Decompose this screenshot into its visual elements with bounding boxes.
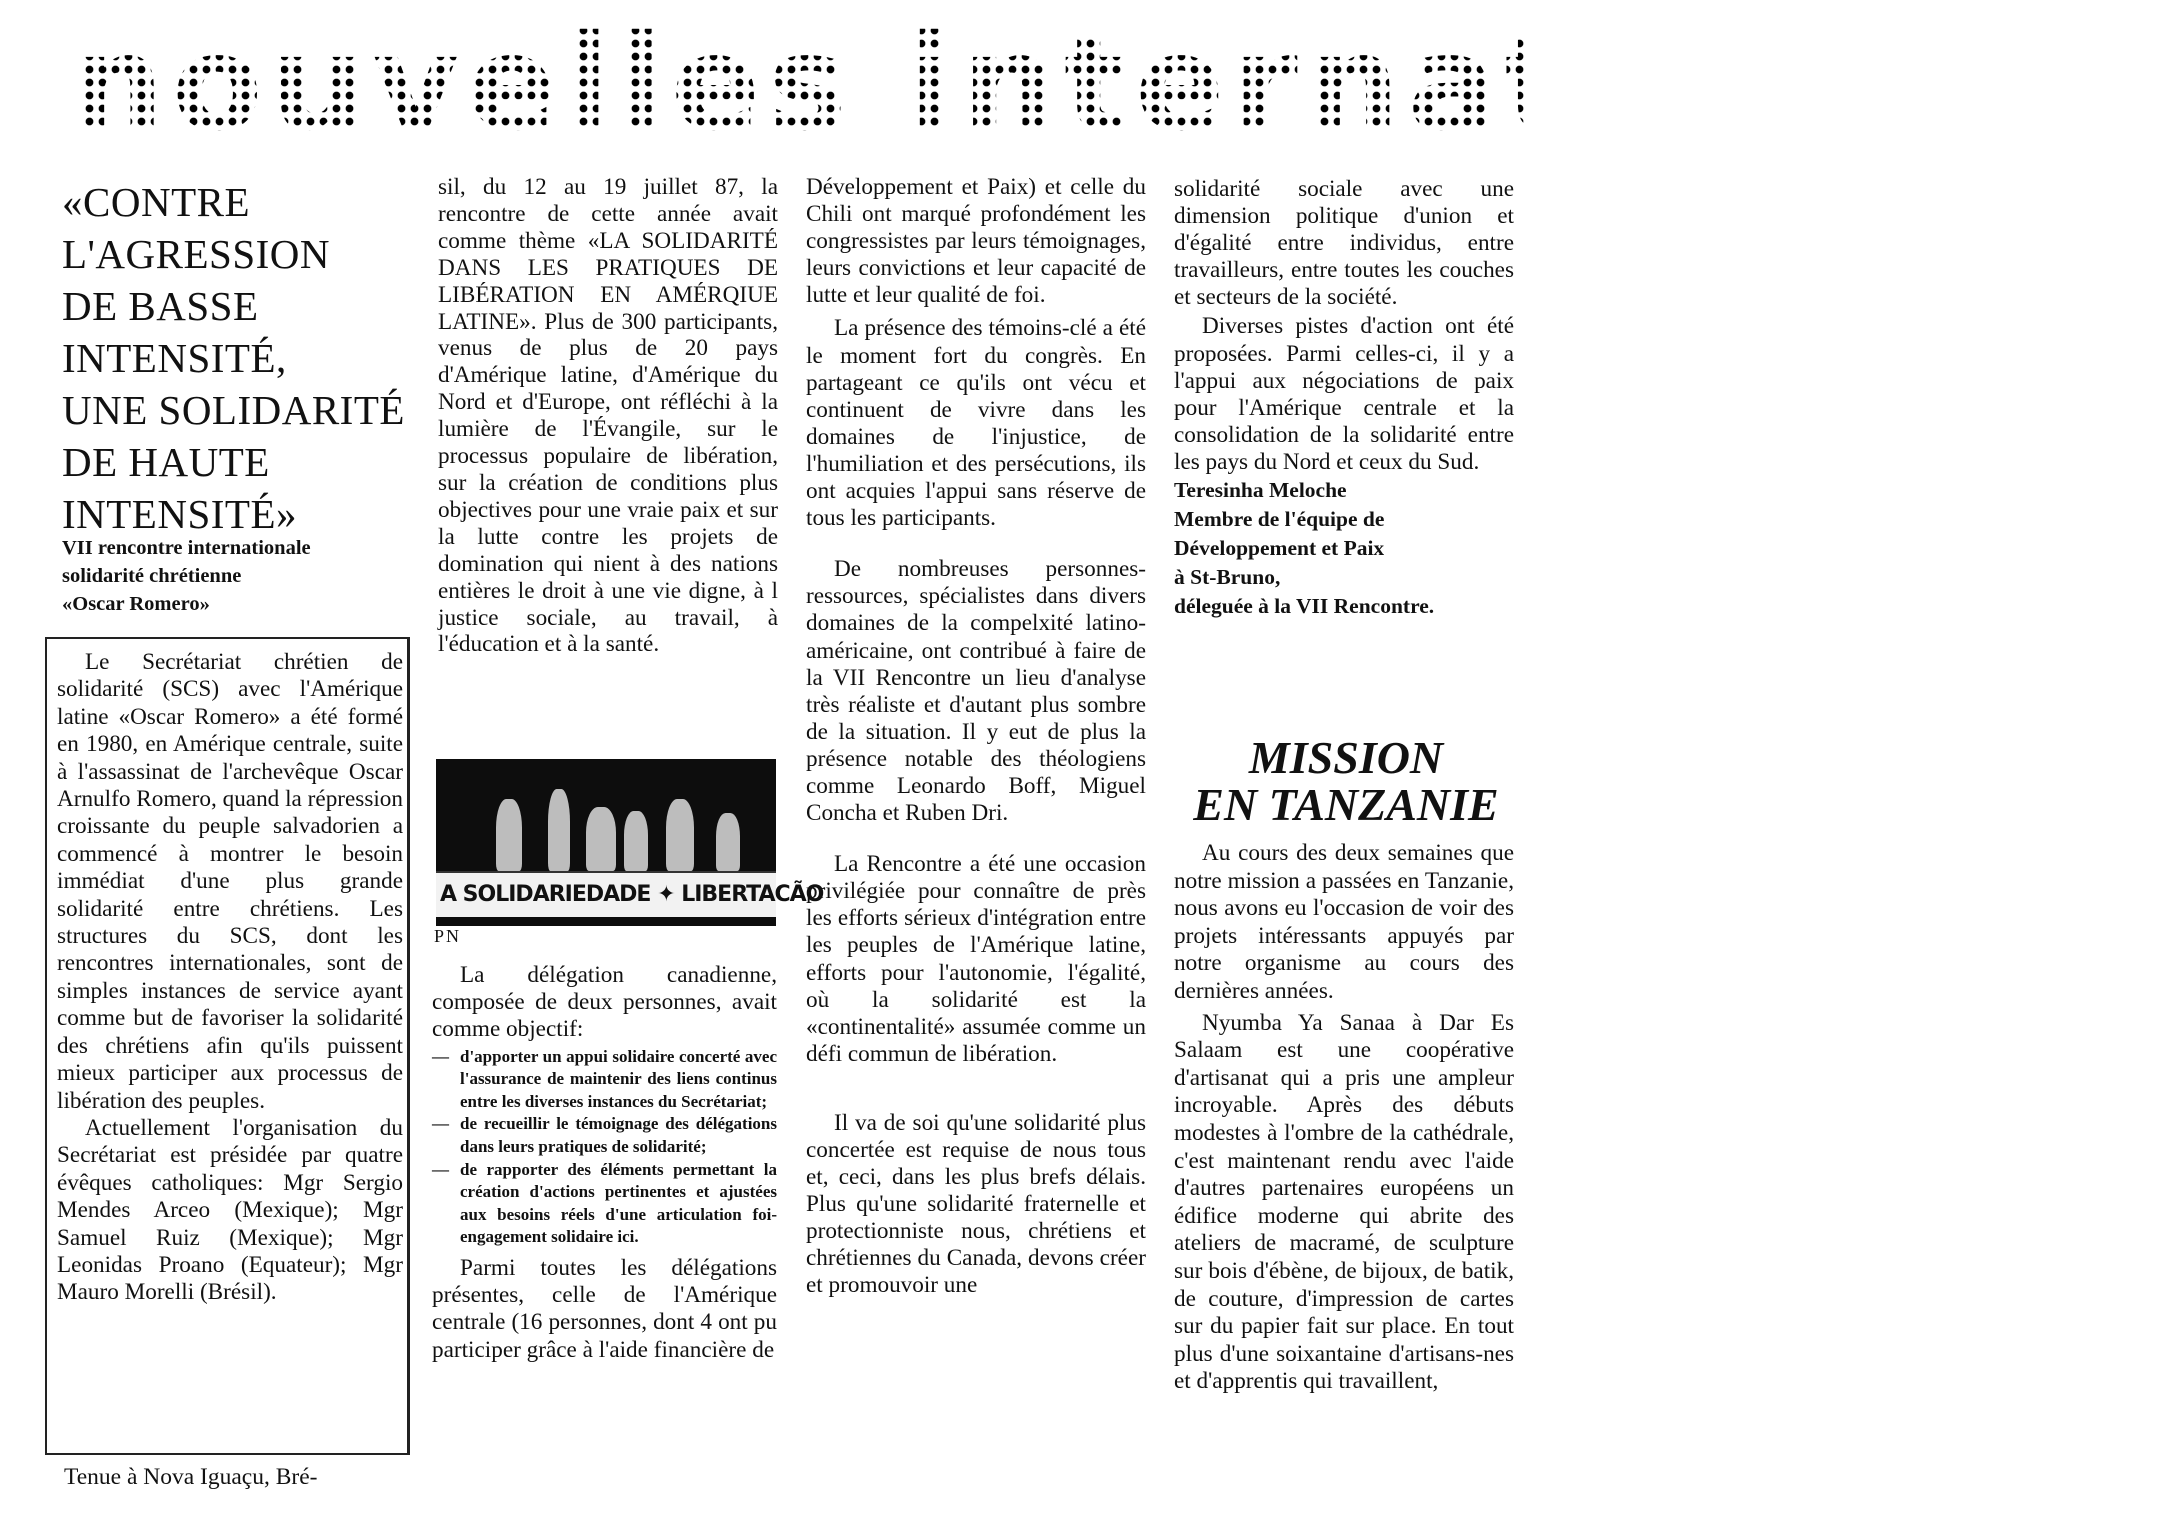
body-paragraph: La Rencontre a été une occasion privilégiée pour connaître de près les efforts sérieux d'intégration entre les peuples de l'Amérique latine, efforts pour l'autonomie, l'égalité, où la solidarité est la «continentalité» assumée comme un défi commun de libération. bbox=[806, 851, 1146, 1067]
column-1-tail bbox=[64, 1464, 404, 1491]
photo-figure bbox=[586, 807, 616, 871]
author-signature bbox=[1174, 476, 1514, 621]
photo-figure bbox=[624, 811, 648, 871]
headline-line: L'AGRESSION bbox=[62, 231, 331, 277]
mission-headline-line: MISSION bbox=[1248, 732, 1444, 783]
list-item-text: de recueillir le témoignage des délégations dans leurs pratiques de solidarité; bbox=[460, 1114, 777, 1156]
body-paragraph: Parmi toutes les délégations présentes, celle de l'Amérique centrale (16 personnes, dont 4 ont pu participer grâce à l'aide financière de bbox=[432, 1254, 777, 1363]
photo-banner: A SOLIDARIEDADE ✦ LIBERTACÃO bbox=[436, 871, 776, 917]
photo-figure bbox=[716, 813, 740, 871]
masthead-title: nouvelles internationales bbox=[70, 7, 2164, 161]
event-photo bbox=[436, 759, 824, 926]
body-paragraph: sil, du 12 au 19 juillet 87, la rencontre de cette année avait comme thème «LA SOLIDARITÉ DANS LES PRATIQUES DE LIBÉRATION EN AMÉRQIUE LATINE». Plus de 300 participants, venus de plus de 20 pays d'Amérique latine, d'Amérique du Nord et d'Europe, ont réfléchi à la lumière de l'Évangile, sur le processus populaire de libération, sur la création de conditions plus objectives pour une vraie paix et sur la lutte contre les projets de domination qui nient à des nations entières le droit à une vie digne, à l justice sociale, au travail, à l'éducation et à la santé. bbox=[438, 174, 778, 658]
body-paragraph: Nyumba Ya Sanaa à Dar Es Salaam est une coopérative d'artisanat qui a pris une ampleur incroyable. Après des débuts modestes à l'ombre de la cathédrale, c'est maintenant rendu avec l'aide d'autres partenaires européens un édifice moderne qui abrite des ateliers de macramé, de sculpture sur bois d'ébène, de bijoux, de batik, de couture, d'impression de cartes sur du papier fait sur place. En tout plus d'une soixantaine d'artisans-nes et d'apprentis qui travaillent, bbox=[1174, 1009, 1514, 1395]
headline-line: DE HAUTE bbox=[62, 439, 270, 485]
photo-caption: PN bbox=[434, 926, 462, 946]
body-paragraph: Développement et Paix) et celle du Chili ont marqué profondément les congressistes par leurs témoignages, leurs convictions et leur capacité de lutte et leur qualité de foi. bbox=[806, 174, 1146, 309]
list-item-text: de rapporter des éléments permettant la création d'actions pertinentes et ajustées aux besoins réels d'une articulation foi-engagement solidaire ici. bbox=[460, 1159, 777, 1247]
headline-line: DE BASSE bbox=[62, 283, 259, 329]
headline-line: INTENSITÉ» bbox=[62, 491, 298, 537]
body-paragraph: La présence des témoins-clé a été le moment fort du congrès. En partageant ce qu'ils ont vécu et continuent de vivre dans les domaines de l'injustice, de l'humiliation et des persécutions, ils ont acquies l'appui sans réserve de tous les participants. bbox=[806, 315, 1146, 532]
signature-line: Développement et Paix bbox=[1174, 536, 1385, 561]
list-dash: — bbox=[432, 1159, 449, 1179]
delegation-intro: La délégation canadienne, composée de deux personnes, avait comme objectif: bbox=[432, 962, 777, 1043]
sidebar-box bbox=[45, 637, 410, 1455]
column-4-top bbox=[1174, 176, 1514, 621]
list-item bbox=[432, 1046, 777, 1114]
list-dash: — bbox=[432, 1114, 449, 1134]
headline-line: «CONTRE bbox=[62, 179, 250, 225]
list-dash: — bbox=[432, 1046, 449, 1066]
body-paragraph: Tenue à Nova Iguaçu, Bré- bbox=[64, 1464, 318, 1490]
column-4-bottom bbox=[1174, 840, 1514, 1396]
subhead-line: «Oscar Romero» bbox=[62, 593, 210, 615]
mission-headline-line: EN TANZANIE bbox=[1193, 779, 1499, 830]
signature-line: Membre de l'équipe de bbox=[1174, 507, 1385, 532]
headline-line: UNE SOLIDARITÉ bbox=[62, 387, 405, 433]
column-2-bottom bbox=[432, 962, 777, 1364]
list-item bbox=[432, 1159, 777, 1249]
photo-figure bbox=[666, 799, 694, 871]
photo-figure bbox=[548, 789, 570, 871]
mission-headline bbox=[1170, 734, 1522, 828]
body-paragraph: Il va de soi qu'une solidarité plus concertée est requise de nous tous et, ceci, dans les plus brefs délais. Plus qu'une solidarité fraternelle et protectionniste nous, chrétiens et chrétiennes du Canada, devons créer et promouvoir une bbox=[806, 1109, 1146, 1299]
signature-line: Teresinha Meloche bbox=[1174, 478, 1347, 503]
photo-figure bbox=[496, 799, 522, 871]
subhead-line: VII rencontre internationale bbox=[62, 537, 311, 559]
article-headline bbox=[62, 176, 412, 540]
headline-line: INTENSITÉ, bbox=[62, 335, 287, 381]
column-2-top bbox=[438, 174, 778, 658]
list-item-text: d'apporter un appui solidaire concerté avec l'assurance de maintenir des liens continus entre les diverses instances du Secrétariat; bbox=[460, 1046, 777, 1111]
box-paragraph: Le Secrétariat chrétien de solidarité (SCS) avec l'Amérique latine «Oscar Romero» a été formé en 1980, en Amérique centrale, suite à l'assassinat de l'archevêque Oscar Arnulfo Romero, quand la répression croissante du peuple salvadorien a commencé à montrer le besoin immédiat d'une plus grande solidarité entre chrétiens. Les structures du SCS, dont les rencontres internationales, sont de simples instances de service ayant comme but de favoriser la solidarité des chrétiens afin qu'ils puissent mieux participer aux processus de libération des peuples. bbox=[57, 649, 403, 1114]
body-paragraph: Diverses pistes d'action ont été proposées. Parmi celles-ci, il y a l'appui aux négociations de paix pour l'Amérique centrale et la consolidation de la solidarité entre les pays du Nord et ceux du Sud. bbox=[1174, 313, 1514, 475]
box-paragraph: Actuellement l'organisation du Secrétariat est présidée par quatre évêques catholiques: Mgr Sergio Mendes Arceo (Mexique); Mgr Samuel Ruiz (Mexique); Mgr Leonidas Proano (Equateur); Mgr Mauro Morelli (Brésil). bbox=[57, 1114, 403, 1306]
body-paragraph: De nombreuses personnes-ressources, spécialistes dans divers domaines de la compelxité latino-américaine, ont contribué à faire de la VII Rencontre un lieu d'analyse très réaliste et d'autant plus sombre de la situation. Il y eut de plus la présence notable des théologiens comme Leonardo Boff, Miguel Concha et Ruben Dri. bbox=[806, 556, 1146, 827]
column-3 bbox=[806, 174, 1146, 1300]
objectives-list bbox=[432, 1046, 777, 1249]
signature-line: à St-Bruno, bbox=[1174, 565, 1281, 590]
list-item bbox=[432, 1113, 777, 1158]
subhead-line: solidarité chrétienne bbox=[62, 565, 242, 587]
body-paragraph: solidarité sociale avec une dimension politique d'union et d'égalité entre individus, entre travailleurs, entre toutes les couches et secteurs de la société. bbox=[1174, 176, 1514, 311]
article-subhead bbox=[62, 534, 417, 618]
body-paragraph: Au cours des deux semaines que notre mission a passées en Tanzanie, nous avons eu l'occasion de voir des projets intéressants appuyés par notre organisme au cours des dernières années. bbox=[1174, 840, 1514, 1004]
signature-line: déleguée à la VII Rencontre. bbox=[1174, 594, 1435, 619]
